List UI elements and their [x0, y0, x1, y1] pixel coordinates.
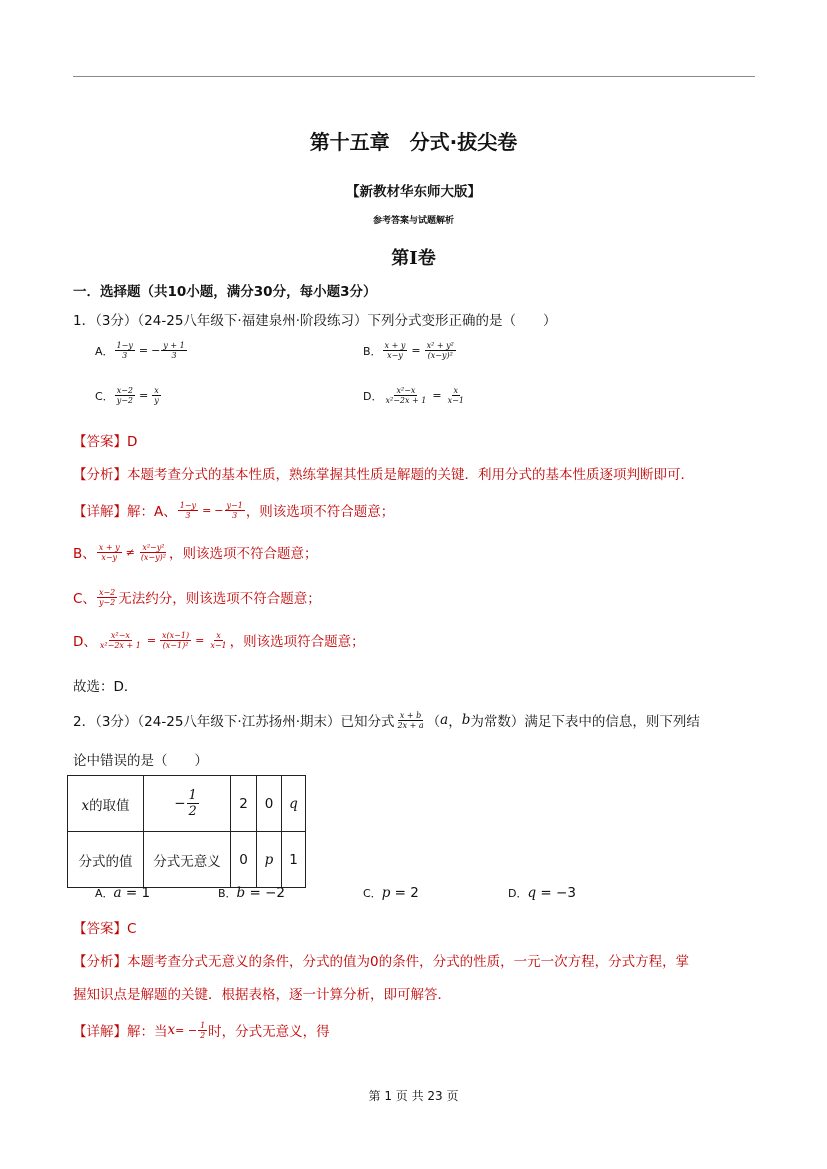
stem-text: 为常数）满足下表中的信息，则下列结: [470, 714, 700, 730]
option-var: p: [381, 885, 391, 901]
detail-tag: 【详解】: [73, 504, 127, 520]
denominator: (x−1)²: [162, 640, 189, 650]
numerator: x²−x: [396, 386, 416, 395]
equals: =: [146, 633, 157, 647]
denominator: x−1: [210, 640, 227, 650]
option-var: q: [527, 885, 537, 901]
numerator: x: [216, 630, 221, 640]
numerator: x−2: [116, 386, 133, 395]
q2-analysis-line2: 握知识点是解题的关键．根据表格，逐一计算分析，即可解答．: [73, 987, 451, 1003]
option-label: A．: [95, 344, 114, 358]
fraction: [97, 543, 122, 562]
q2-analysis-line1: [73, 950, 689, 970]
sign: −: [151, 344, 161, 357]
fraction: [383, 386, 428, 405]
option-label: B．: [218, 887, 237, 900]
equals: =: [390, 885, 411, 901]
denominator: x²−2x + 1: [385, 396, 427, 405]
analysis-tag: 【分析】: [73, 954, 127, 970]
detail-label: B、: [73, 546, 96, 562]
equals: =: [411, 344, 421, 357]
equals: =: [138, 344, 149, 357]
denominator: y: [154, 396, 159, 405]
fraction: [115, 386, 135, 405]
equals: =: [121, 885, 142, 901]
edition-subtitle: 【新教材华东师大版】: [346, 184, 481, 200]
numerator: x²−x: [110, 630, 130, 640]
table-row: [68, 776, 306, 832]
table-head-value: 分式的值: [68, 832, 144, 888]
denominator: y−2: [116, 396, 133, 405]
stem-text: 2．（3分）（24-25八年级下·江苏扬州·期末）已知分式: [73, 714, 395, 730]
option-label: A．: [95, 887, 114, 900]
option-label: C．: [363, 887, 382, 900]
numerator: x: [453, 386, 459, 395]
q1-option-a: [95, 341, 188, 360]
volume-heading: 第Ⅰ卷: [391, 248, 436, 269]
q1-answer: [73, 430, 137, 450]
numerator: 1: [188, 788, 197, 803]
denominator: x−y: [101, 552, 118, 562]
q2-detail: [73, 1020, 330, 1040]
detail-label: D、: [73, 634, 97, 650]
fraction: [178, 501, 198, 520]
option-label: D．: [363, 389, 383, 403]
detail-text: 时，分式无意义，得: [208, 1024, 330, 1040]
fraction: [115, 341, 135, 360]
numerator: 1−y: [116, 341, 133, 350]
fraction: [396, 711, 426, 730]
numerator: x(x−1): [162, 630, 190, 640]
q2-answer: [73, 917, 136, 937]
var-a: a: [440, 712, 449, 728]
sign: −: [174, 795, 186, 812]
q1-stem: 1．（3分）（24-25八年级下·福建泉州·阶段练习）下列分式变形正确的是（ ）: [73, 313, 557, 329]
answer-tag: 【答案】: [73, 434, 127, 450]
detail-tag: 【详解】: [73, 1024, 127, 1040]
option-label: C．: [95, 389, 114, 403]
option-var: b: [236, 885, 246, 901]
q2-option-b: [218, 885, 285, 901]
detail-label: C、: [73, 591, 96, 607]
denominator: x²−2x + 1: [99, 640, 141, 650]
option-value: −3: [556, 885, 576, 901]
equals: =: [139, 389, 149, 402]
stem-text: ，: [448, 714, 462, 730]
var-x: x: [81, 797, 90, 814]
q2-option-a: [95, 885, 150, 901]
denominator: (x−y)²: [427, 351, 453, 360]
not-equals: ≠: [125, 545, 135, 559]
table-row: [68, 832, 306, 888]
option-value: 2: [410, 885, 419, 901]
denominator: y−2: [98, 597, 116, 607]
denominator: 3: [122, 351, 128, 360]
var-x: x: [167, 1022, 176, 1038]
fraction: [198, 1021, 207, 1040]
q2-value-table: [67, 775, 306, 888]
option-label: D．: [508, 887, 528, 900]
q1-detail-a: [73, 500, 394, 520]
header-rule: [73, 76, 755, 77]
detail-text: ，则该选项不符合题意；: [245, 504, 395, 520]
numerator: x² + y²: [426, 341, 454, 350]
equals: =: [195, 633, 205, 647]
table-head-x: [68, 776, 144, 832]
page-title: 第十五章 分式·拔尖卷: [309, 130, 518, 154]
denominator: 2: [200, 1030, 206, 1040]
denominator: 2: [188, 804, 197, 819]
q2-stem-line1: [73, 710, 700, 730]
fraction: [225, 501, 245, 520]
numerator: y + 1: [163, 341, 185, 350]
equals: =: [536, 885, 557, 901]
option-var: a: [113, 885, 122, 901]
numerator: 1−y: [179, 500, 197, 510]
q1-option-c: [95, 386, 162, 405]
fraction: [139, 543, 168, 562]
numerator: x−2: [98, 587, 116, 597]
denominator: 3: [232, 510, 238, 520]
table-cell: p: [257, 832, 282, 888]
analysis-text: 本题考查分式的基本性质，熟练掌握其性质是解题的关键．利用分式的基本性质逐项判断即可．: [127, 467, 694, 483]
denominator: 3: [171, 351, 177, 360]
equals: =: [202, 503, 212, 517]
table-cell: 2: [231, 776, 257, 832]
equals: =: [432, 389, 442, 402]
option-value: 1: [141, 885, 151, 901]
answer-value: D: [127, 434, 138, 450]
denominator: 2x + a: [397, 720, 424, 730]
answer-tag: 【答案】: [73, 921, 127, 937]
head-text: 的取值: [89, 797, 130, 814]
sign: −: [214, 503, 224, 517]
fraction: [446, 386, 466, 405]
q2-option-c: [363, 885, 419, 901]
fraction: [187, 788, 199, 819]
denominator: 3: [185, 510, 191, 520]
detail-intro: 解：A、: [127, 504, 177, 520]
denominator: x−1: [447, 396, 464, 405]
stem-text: （: [426, 714, 441, 730]
equals: =: [245, 885, 266, 901]
table-cell: 分式无意义: [144, 832, 231, 888]
page-footer: 第 1 页 共 23 页: [368, 1089, 459, 1103]
q1-analysis: [73, 463, 694, 483]
fraction: [161, 341, 186, 360]
numerator: x²−y²: [142, 542, 165, 552]
q1-option-b: [363, 341, 457, 360]
fraction: [160, 631, 191, 650]
section-heading: 一．选择题（共10小题，满分30分，每小题3分）: [73, 284, 377, 300]
detail-text: ，则该选项符合题意；: [229, 634, 365, 650]
numerator: x + y: [384, 341, 406, 350]
table-cell: 0: [231, 832, 257, 888]
numerator: y−1: [226, 500, 243, 510]
equals: = −: [175, 1023, 198, 1037]
q1-detail-b: [73, 542, 318, 562]
option-value: −2: [265, 885, 286, 901]
var-b: b: [461, 712, 471, 728]
q1-detail-d: [73, 630, 365, 650]
detail-text: ，则该选项不符合题意；: [169, 546, 318, 562]
numerator: x + b: [399, 710, 422, 720]
fraction: [383, 341, 408, 360]
detail-text: 无法约分，则该选项不符合题意；: [118, 591, 321, 607]
fraction: [97, 588, 117, 607]
fraction: [152, 386, 161, 405]
option-label: B．: [363, 344, 382, 358]
q2-option-d: [508, 885, 576, 901]
denominator: x−y: [387, 351, 403, 360]
table-cell: 1: [282, 832, 306, 888]
table-cell: [144, 776, 231, 832]
q1-conclusion: 故选：D．: [73, 679, 138, 695]
answer-value: C: [127, 921, 137, 937]
detail-text: 解：当: [127, 1024, 168, 1040]
table-cell: q: [282, 776, 306, 832]
denominator: (x−y)²: [140, 552, 166, 562]
fraction: [208, 631, 228, 650]
analysis-tag: 【分析】: [73, 467, 127, 483]
q2-stem-line2: 论中错误的是（ ）: [73, 753, 208, 769]
fraction: [98, 631, 143, 650]
fraction: [425, 341, 456, 360]
numerator: 1: [200, 1020, 206, 1030]
analysis-text: 本题考查分式无意义的条件，分式的值为0的条件，分式的性质，一元一次方程，分式方程，掌: [127, 954, 690, 970]
answers-subtitle: 参考答案与试题解析: [372, 216, 454, 226]
q1-detail-c: [73, 587, 321, 607]
numerator: x: [154, 386, 159, 395]
table-cell: 0: [257, 776, 282, 832]
q1-option-d: [363, 386, 467, 405]
numerator: x + y: [98, 542, 120, 552]
